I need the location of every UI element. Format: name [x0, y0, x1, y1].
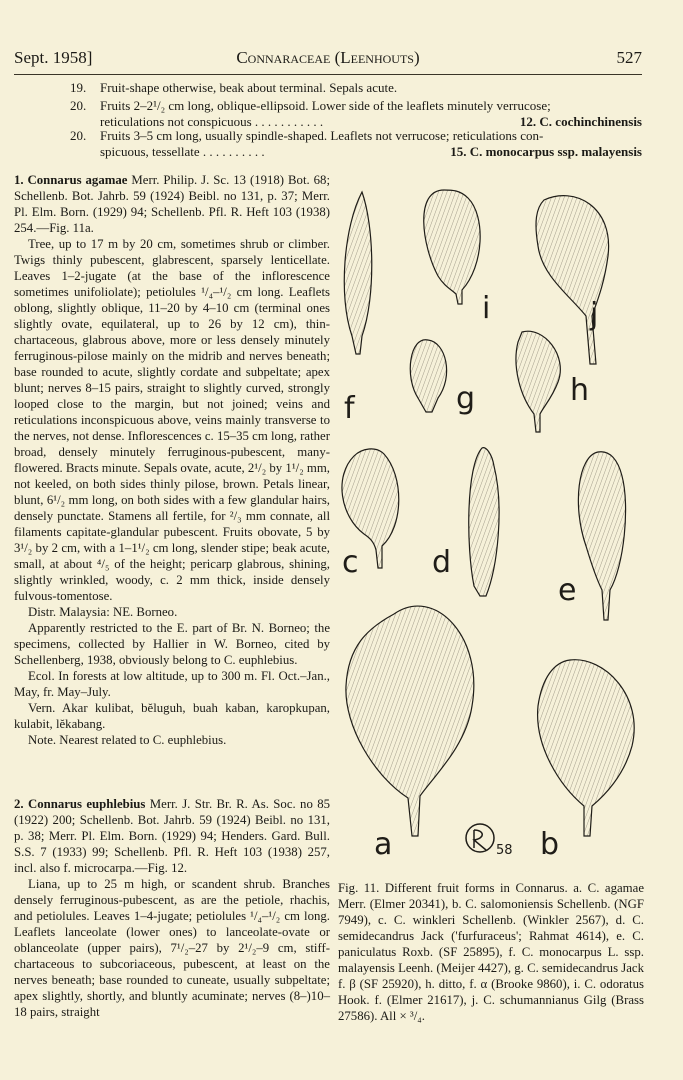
page-number: 527: [616, 48, 642, 67]
fruit-d: [469, 448, 499, 596]
label-j: j: [590, 297, 599, 332]
species-1-text: [14, 172, 330, 748]
figure-caption: Fig. 11. Different fruit forms in Connarus. a. C. agamae Merr. (Elmer 20341), b. C. salomoniensis Schellenb. (NGF 7949), c. C. winkleri Schellenb. (Winkler 2567), d. C. semidecandrus Jack ('furfuraceus'; Rahmat 4614), e. C. paniculatus Roxb. (SF 25895), f. C. monocarpus L. ssp. malayensis Leenh. (Meijer 4427), g. C. semidecandrus Jack f. β (SF 25920), h. ditto, f. α (Brooke 9860), i. C. odoratus Hook. f. (Elmer 21617), j. C. schumannianus Gilg (Brass 27586). All × ³/₄.: [338, 881, 644, 1023]
label-g: g: [456, 381, 476, 416]
fruit-g: [410, 340, 446, 412]
fruit-figure: [334, 186, 650, 876]
monogram-year: 58: [496, 843, 513, 858]
species-2-text: [14, 796, 330, 1020]
fruit-f: [344, 192, 371, 354]
species-1-description: Tree, up to 17 m by 20 cm, sometimes shrub or climber. Twigs thinly pubescent, glabrescent, sparsely lenticellate. Leaves 1–2-jugate (at the base of the inflorescence sometimes unifoliolate); petiolules ¹/₄–¹/₂ cm long. Leaflets oblong, slightly oblique, 11–20 by 4–10 cm (terminal ones slightly ovate, equilateral, up to 26 by 12 cm), thin-chartaceous, glabrous above, more or less densely minutely ferruginous-pilose mainly on the midrib and nerves beneath; base rounded to acute, slightly cordate and subpeltate; apex blunt; nerves 8–15 pairs, straight to slightly curved, strongly looped close to the margin, but not joined; veins and reticulations inconspicuous above, veins mainly transverse to the nerves, not dense. Inflorescences c. 15–35 cm long, rather broad, densely minutely ferruginous-pubescent, many-flowered. Bracts minute. Sepals ovate, acute, 2¹/₂ by 1¹/₂ mm, not keeled, on both sides thinly pilose, brown. Petals linear, blunt, 6¹/₂ mm long, on both sides with a few glandular hairs, densely punctate. Stamens all fertile, for ²/₃ mm connate, all filaments capitate-glandular pubescent. Fruits obovate, 5 by 3¹/₂ by 2 cm, with a 1–1¹/₂ cm long, slender stipe; beak acute, small, at about ⁴/₅ of the height; pericarp glabrous, shining, slightly wrinkled, woody, c. 2 mm thick, inside densely fulvous-tomentose.: [14, 237, 330, 603]
species-1-remark: Apparently restricted to the E. part of Br. N. Borneo; the specimens, collected by Hallier in W. Borneo, cited by Schellenberg, 1938, obviously belong to C. euphlebius.: [14, 621, 330, 667]
species-2-heading: 2. Connarus euphlebius: [14, 797, 146, 811]
fruit-e: [578, 452, 625, 620]
fruit-i: [424, 190, 480, 304]
fruit-illustration: [334, 186, 650, 876]
label-b: b: [540, 827, 560, 862]
species-1-note: Note. Nearest related to C. euphlebius.: [28, 733, 227, 747]
label-f: f: [344, 391, 355, 426]
fruit-a: [346, 606, 474, 836]
species-2-citation: Merr. J. Str. Br. R. As. Soc. no 85 (1922) 200; Schellenb. Bot. Jahrb. 59 (1924) Beibl. no 131, p. 38; Merr. Pl. Elm. Born. (1929) 94; Henders. Gard. Bull. S.S. 7 (1933) 99; Schellenb. Pfl. R. Heft 103 (1938) 257, incl. also f. microcarpa.—Fig. 12.: [14, 797, 331, 875]
artist-monogram: [466, 824, 494, 852]
label-e: e: [558, 573, 577, 608]
label-d: d: [432, 545, 452, 580]
key-entry-19: 19. Fruit-shape otherwise, beak about terminal. Sepals acute.: [70, 80, 398, 95]
fruit-h: [516, 331, 560, 432]
header-date: Sept. 1958]: [14, 48, 93, 67]
label-c: c: [342, 545, 359, 580]
key-entry-20a: 20. Fruits 2–2¹/₂ cm long, oblique-ellipsoid. Lower side of the leaflets minutely verrucose; reticulations not conspicuous . . . . . . . . . . . 12. C. cochinchinensis: [70, 98, 642, 129]
header-title: Connaraceae (Leenhouts): [236, 48, 420, 67]
header-rule: [14, 74, 642, 75]
species-1-citation: Merr. Philip. J. Sc. 13 (1918) Bot. 68; Schellenb. Bot. Jahrb. 59 (1924) Beibl. no 131, p. 37; Merr. Pl. Elm. Born. (1929) 94; Schellenb. Pfl. R. Heft 103 (1938) 254.—Fig. 11a.: [14, 173, 330, 235]
species-1-vernacular: Vern. Akar kulibat, bĕluguh, buah kaban, karopkupan, kulabit, lĕkabang.: [14, 701, 330, 731]
species-1-heading: 1. Connarus agamae: [14, 173, 128, 187]
species-1-distribution: Distr. Malaysia: NE. Borneo.: [28, 605, 178, 619]
label-i: i: [482, 291, 491, 326]
label-h: h: [570, 373, 590, 408]
species-1-ecology: Ecol. In forests at low altitude, up to 300 m. Fl. Oct.–Jan., May, fr. May–July.: [14, 669, 330, 699]
species-2-description: Liana, up to 25 m high, or scandent shrub. Branches densely ferruginous-pubescent, as are the petiole, rhachis, and petiolules. Leaves 1–4-jugate; petiolules ¹/₄–¹/₂ cm long. Leaflets lanceolate (lower ones) to lanceolate-ovate or oblanceolate (upper pairs), 7¹/₂–27 by 2¹/₂–9 cm, stiff-chartaceous to subcoriaceous, pubescent, at least on the nerves beneath; base rounded to cuneate, usually subpeltate; apex slightly, shortly, and bluntly acuminate; nerves (8–)10–18 pairs, straight: [14, 877, 330, 1019]
key-entry-20b: 20. Fruits 3–5 cm long, usually spindle-shaped. Leaflets not verrucose; reticulations con- spicuous, tessellate . . . . . . . . . . 15. C. monocarpus ssp. malayensis: [70, 128, 642, 159]
running-header: [14, 48, 642, 74]
fruit-b: [538, 660, 635, 836]
label-a: a: [374, 827, 393, 862]
